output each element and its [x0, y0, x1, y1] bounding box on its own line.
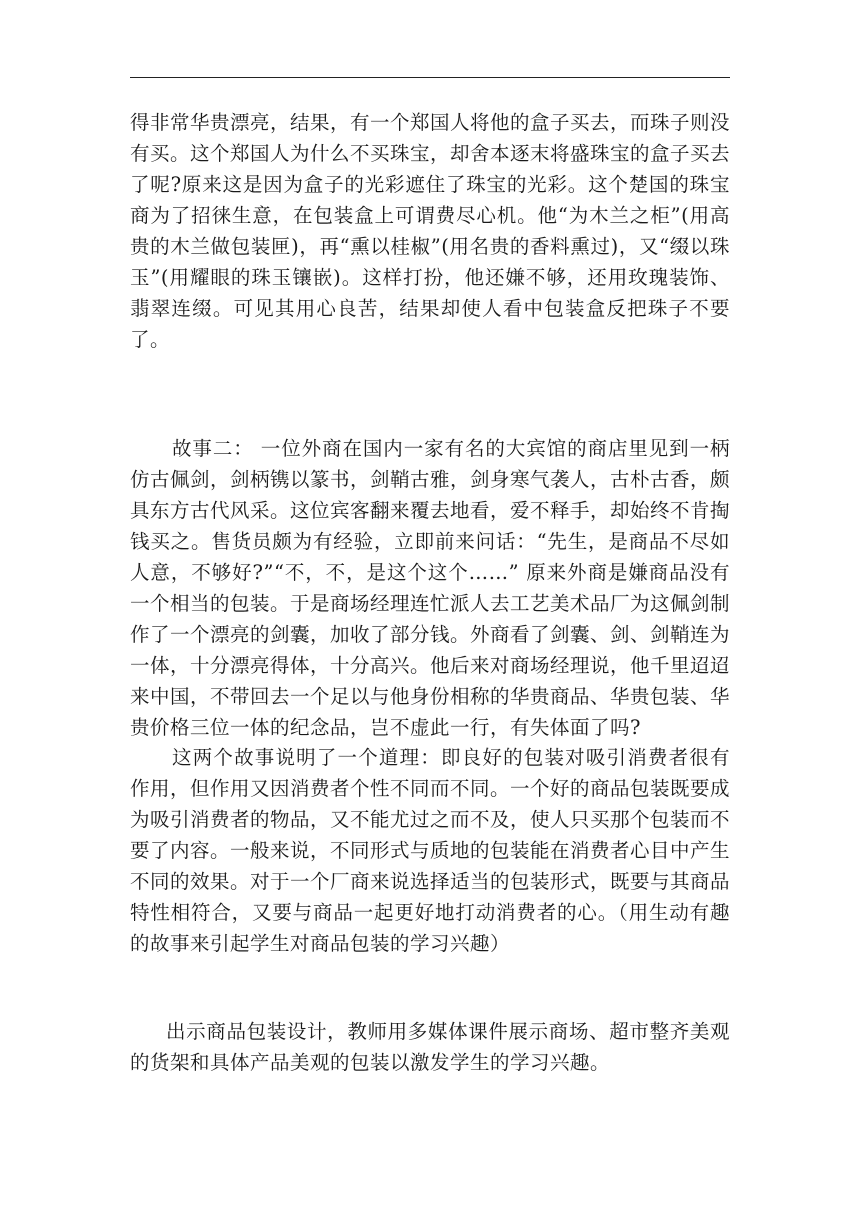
header-rule — [130, 77, 730, 78]
paragraph-lesson-summary: 这两个故事说明了一个道理：即良好的包装对吸引消费者很有作用，但作用又因消费者个性不同而不同。一个好的商品包装既要成为吸引消费者的物品，又不能尤过之而不及，使人只买那个包装而不要了内容。一般来说，不同形式与质地的包装能在消费者心目中产生不同的效果。对于一个厂商来说选择适当的包装形式，既要与其商品特性相符合，又要与商品一起更好地打动消费者的心。（用生动有趣的故事来引起学生对商品包装的学习兴趣） — [130, 746, 731, 955]
paragraph-story-one-ending: 得非常华贵漂亮，结果，有一个郑国人将他的盒子买去，而珠子则没有买。这个郑国人为什么不买珠宝，却舍本逐末将盛珠宝的盒子买去了呢?原来这是因为盒子的光彩遮住了珠宝的光彩。这个楚国的珠宝商为了招徕生意，在包装盒上可谓费尽心机。他“为木兰之柜”(用高贵的木兰做包装匣)，再“熏以桂椒”(用名贵的香料熏过)，又“缀以珠玉”(用耀眼的珠玉镶嵌)。这样打扮，他还嫌不够，还用玫瑰装饰、翡翠连缀。可见其用心良苦，结果却使人看中包装盒反把珠子不要了。 — [130, 111, 731, 351]
paragraph-teaching-step: 出示商品包装设计，教师用多媒体课件展示商场、超市整齐美观的货架和具体产品美观的包装以激发学生的学习兴趣。 — [130, 1020, 730, 1074]
paragraph-story-two: 故事二： 一位外商在国内一家有名的大宾馆的商店里见到一柄仿古佩剑，剑柄镌以篆书，剑鞘古雅，剑身寒气袭人，古朴古香，颇具东方古代风采。这位宾客翻来覆去地看，爱不释手，却始终不肯掏钱买之。售货员颇为有经验，立即前来问话：“先生，是商品不尽如人意，不够好?”“不，不，是这个这个……” 原来外商是嫌商品没有一个相当的包装。于是商场经理连忙派人去工艺美术品厂为这佩剑制作了一个漂亮的剑囊，加收了部分钱。外商看了剑囊、剑、剑鞘连为一体，十分漂亮得体，十分高兴。他后来对商场经理说，他千里迢迢来中国，不带回去一个足以与他身份相称的华贵商品、华贵包装、华贵价格三位一体的纪念品，岂不虚此一行，有失体面了吗? — [130, 437, 731, 739]
